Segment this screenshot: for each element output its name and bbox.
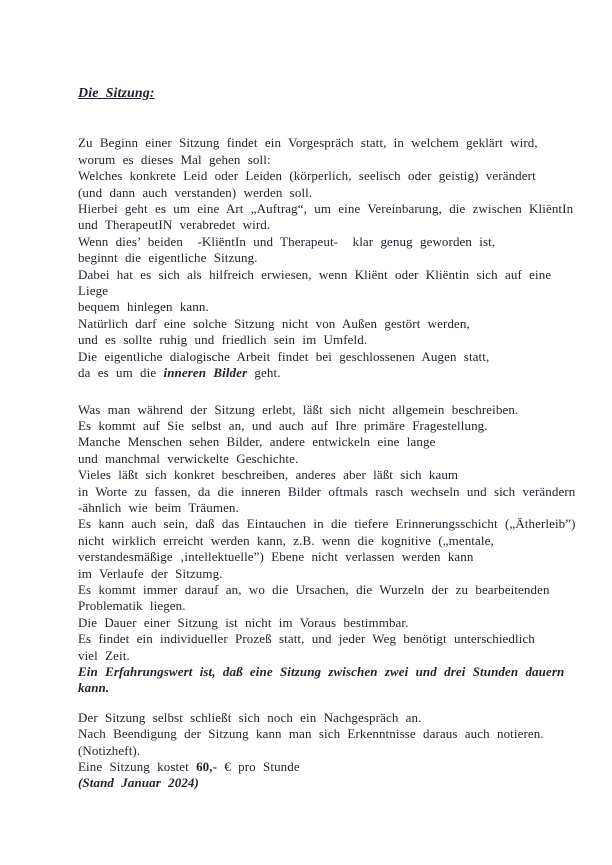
- text-line: und TherapeutIN verabredet wird.: [78, 217, 271, 233]
- text-line: beginnt die eigentliche Sitzung.: [78, 250, 258, 266]
- text-segment: Eine Sitzung kostet: [78, 759, 197, 775]
- text-line: Natürlich darf eine solche Sitzung nicht von Außen gestört werden,: [78, 315, 470, 331]
- text-line: [78, 365, 578, 381]
- text-line: Dabei hat es sich als hilfreich erwiesen, wenn Kliënt oder Kliëntin sich auf eine Liege: [78, 266, 559, 299]
- text-line: Es kommt immer darauf an, wo die Ursachen, die Wurzeln der zu bearbeitenden: [78, 581, 550, 597]
- text-segment: geht.: [247, 365, 281, 381]
- document-content: [78, 86, 578, 792]
- text-line: -ähnlich wie beim Träumen.: [78, 499, 239, 515]
- text-line: Der Sitzung selbst schließt sich noch ein Nachgespräch an.: [78, 709, 422, 725]
- text-line: nicht wirklich erreicht werden kann, z.B. wenn die kognitive („mentale,: [78, 532, 494, 548]
- text-line: (Notizheft).: [78, 742, 141, 758]
- text-line: Was man während der Sitzung erlebt, läßt sich nicht allgemein beschreiben.: [78, 401, 519, 417]
- text-line: viel Zeit.: [78, 647, 130, 663]
- text-line: im Verlaufe der Sitzumg.: [78, 565, 223, 581]
- text-line: Hierbei geht es um eine Art „Auftrag“, um eine Vereinbarung, die zwischen KliëntIn: [78, 201, 574, 217]
- text-segment: € pro Stunde: [217, 759, 300, 775]
- text-segment: da es um die: [78, 365, 164, 381]
- text-line: Es kommt auf Sie selbst an, und auch auf Ihre primäre Fragestellung.: [78, 417, 488, 433]
- section-heading: Die Sitzung:: [78, 86, 155, 101]
- text-line: Es kann auch sein, daß das Eintauchen in die tiefere Erinnerungsschicht („Ätherleib”): [78, 516, 576, 532]
- date-note: (Stand Januar 2024): [78, 775, 199, 791]
- text-line: Die eigentliche dialogische Arbeit findet bei geschlossenen Augen statt,: [78, 348, 490, 364]
- text-line: Problematik liegen.: [78, 598, 186, 614]
- text-line: Es findet ein individueller Prozeß statt, und jeder Weg benötigt unterschiedlich: [78, 631, 535, 647]
- emphasis-line: kann.: [78, 680, 110, 696]
- paragraph-intro: [78, 135, 578, 381]
- text-line: (und dann auch verstanden) werden soll.: [78, 184, 313, 200]
- emphasis-text: inneren Bilder: [163, 365, 248, 381]
- text-line: worum es dieses Mal gehen soll:: [78, 151, 271, 167]
- text-line: und es sollte ruhig und friedlich sein im Umfeld.: [78, 332, 368, 348]
- text-line: Die Dauer einer Sitzung ist nicht im Voraus bestimmbar.: [78, 614, 409, 630]
- price-amount: 60,-: [196, 759, 218, 775]
- paragraph-experience: [78, 402, 578, 697]
- text-line: Zu Beginn einer Sitzung findet ein Vorgespräch statt, in welchem geklärt wird,: [78, 135, 538, 151]
- text-line: Nach Beendigung der Sitzung kann man sich Erkenntnisse daraus auch notieren.: [78, 726, 544, 742]
- text-line: in Worte zu fassen, da die inneren Bilder oftmals rasch wechseln und sich verändern: [78, 483, 576, 499]
- text-line: und manchmal verwickelte Geschichte.: [78, 450, 299, 466]
- paragraph-closing: [78, 710, 578, 792]
- price-line: [78, 759, 578, 775]
- text-line: Vieles läßt sich konkret beschreiben, anderes aber läßt sich kaum: [78, 467, 459, 483]
- emphasis-line: Ein Erfahrungswert ist, daß eine Sitzung zwischen zwei und drei Stunden dauern: [78, 664, 565, 679]
- text-line: verstandesmäßige ‚intellektuelle”) Ebene nicht verlassen werden kann: [78, 549, 474, 565]
- text-line: Manche Menschen sehen Bilder, andere entwickeln eine lange: [78, 434, 436, 450]
- text-line: bequem hinlegen kann.: [78, 299, 209, 315]
- text-line: Welches konkrete Leid oder Leiden (körperlich, seelisch oder geistig) verändert: [78, 168, 536, 184]
- text-line: Wenn dies’ beiden -KliëntIn und Therapeut- klar genug geworden ist,: [78, 233, 496, 249]
